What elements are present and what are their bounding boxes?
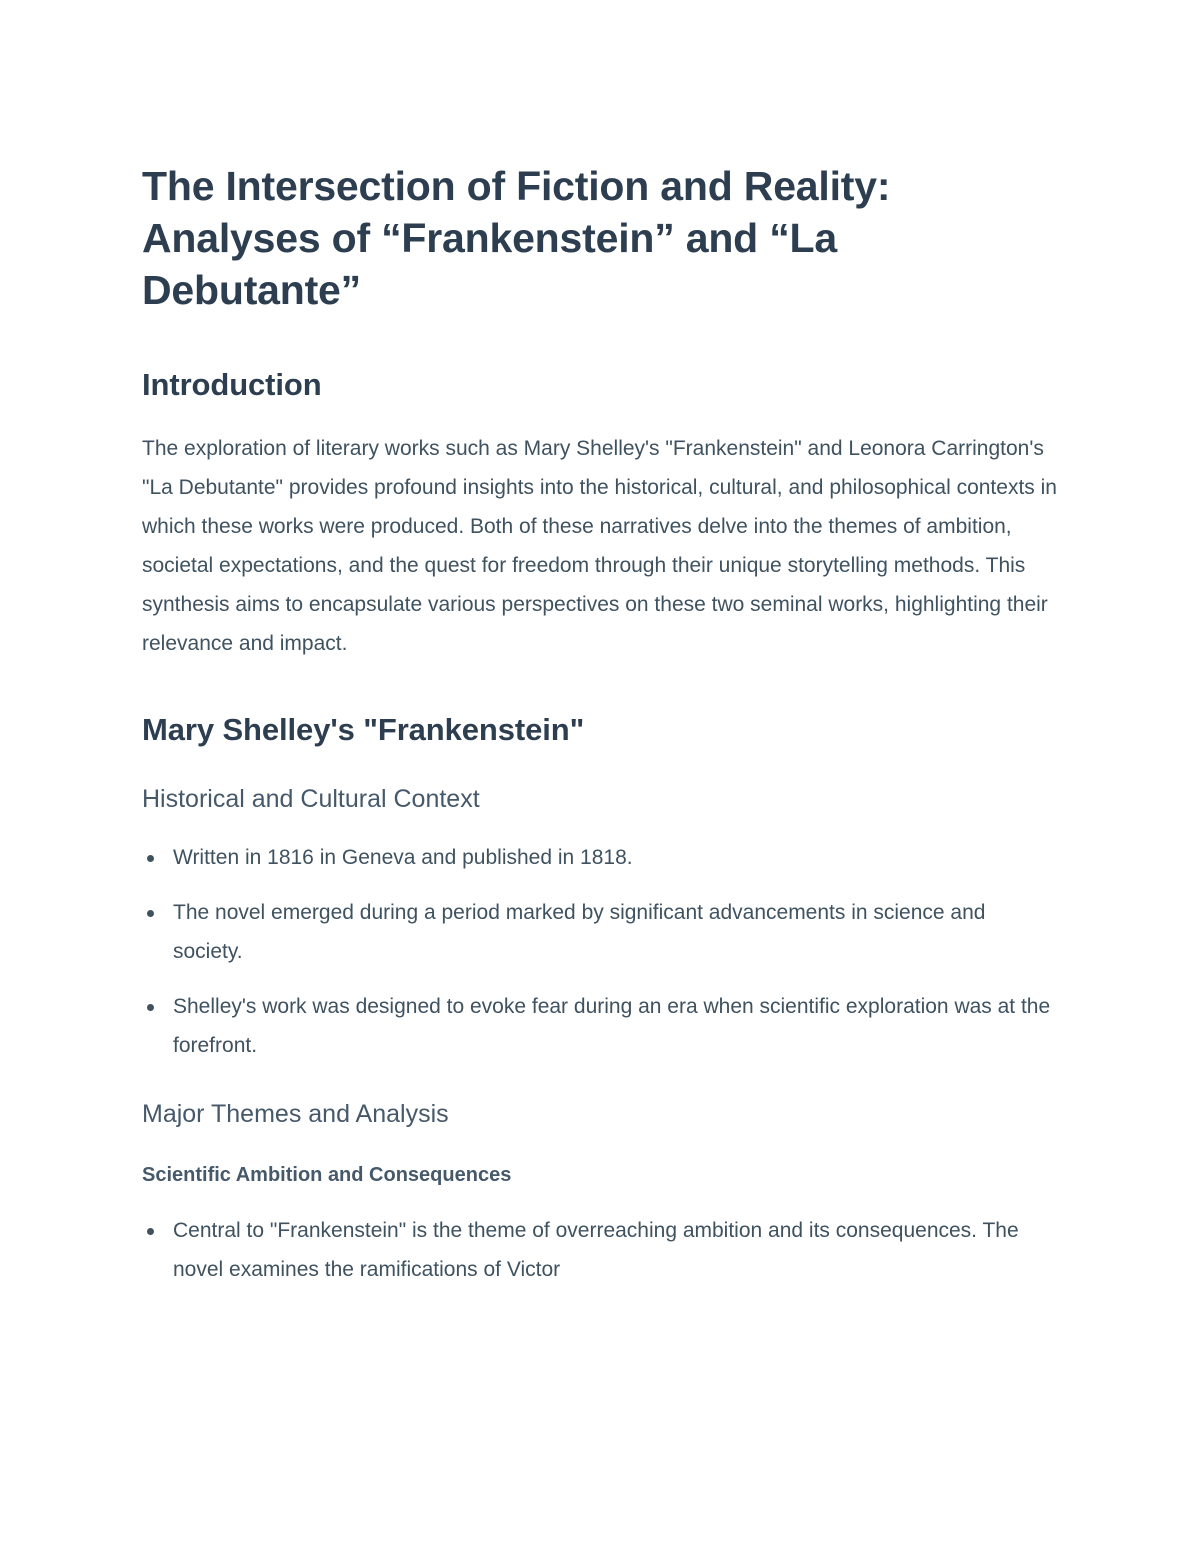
- bullet-dot-icon: [147, 1004, 154, 1011]
- list-item-text: Central to "Frankenstein" is the theme of overreaching ambition and its consequences. The novel examines the ramifications of Victor: [173, 1219, 1019, 1281]
- list-item-text: Shelley's work was designed to evoke fear during an era when scientific exploration was at the forefront.: [173, 995, 1051, 1057]
- list-item: [142, 1211, 1058, 1289]
- list-item: [142, 838, 1058, 877]
- subheading-scientific-ambition-consequences: Scientific Ambition and Consequences: [142, 1164, 512, 1186]
- bullet-dot-icon: [147, 855, 154, 862]
- list-item-text: The novel emerged during a period marked by significant advancements in science and society.: [173, 901, 986, 963]
- section-heading-frankenstein: Mary Shelley's "Frankenstein": [142, 712, 585, 747]
- document-body: [142, 160, 1058, 1289]
- introduction-paragraph: The exploration of literary works such as Mary Shelley's "Frankenstein" and Leonora Carrington's "La Debutante" provides profound insights into the historical, cultural, and philosophical contexts in which these works were produced. Both of these narratives delve into the themes of ambition, societal expectations, and the quest for freedom through their unique storytelling methods. This synthesis aims to encapsulate various perspectives on these two seminal works, highlighting their relevance and impact.: [142, 437, 1057, 655]
- list-item: [142, 987, 1058, 1065]
- bullet-list-historical-context: [142, 838, 1058, 1065]
- bullet-list-major-themes: [142, 1211, 1058, 1289]
- page-title: The Intersection of Fiction and Reality: Analyses of “Frankenstein” and “La Debutante”: [142, 163, 891, 313]
- list-item: [142, 893, 1058, 971]
- bullet-dot-icon: [147, 910, 154, 917]
- bullet-dot-icon: [147, 1228, 154, 1235]
- list-item-text: Written in 1816 in Geneva and published in 1818.: [173, 846, 633, 869]
- subsection-heading-historical-cultural-context: Historical and Cultural Context: [142, 785, 480, 813]
- section-heading-introduction: Introduction: [142, 367, 322, 402]
- subsection-heading-major-themes-analysis: Major Themes and Analysis: [142, 1100, 449, 1128]
